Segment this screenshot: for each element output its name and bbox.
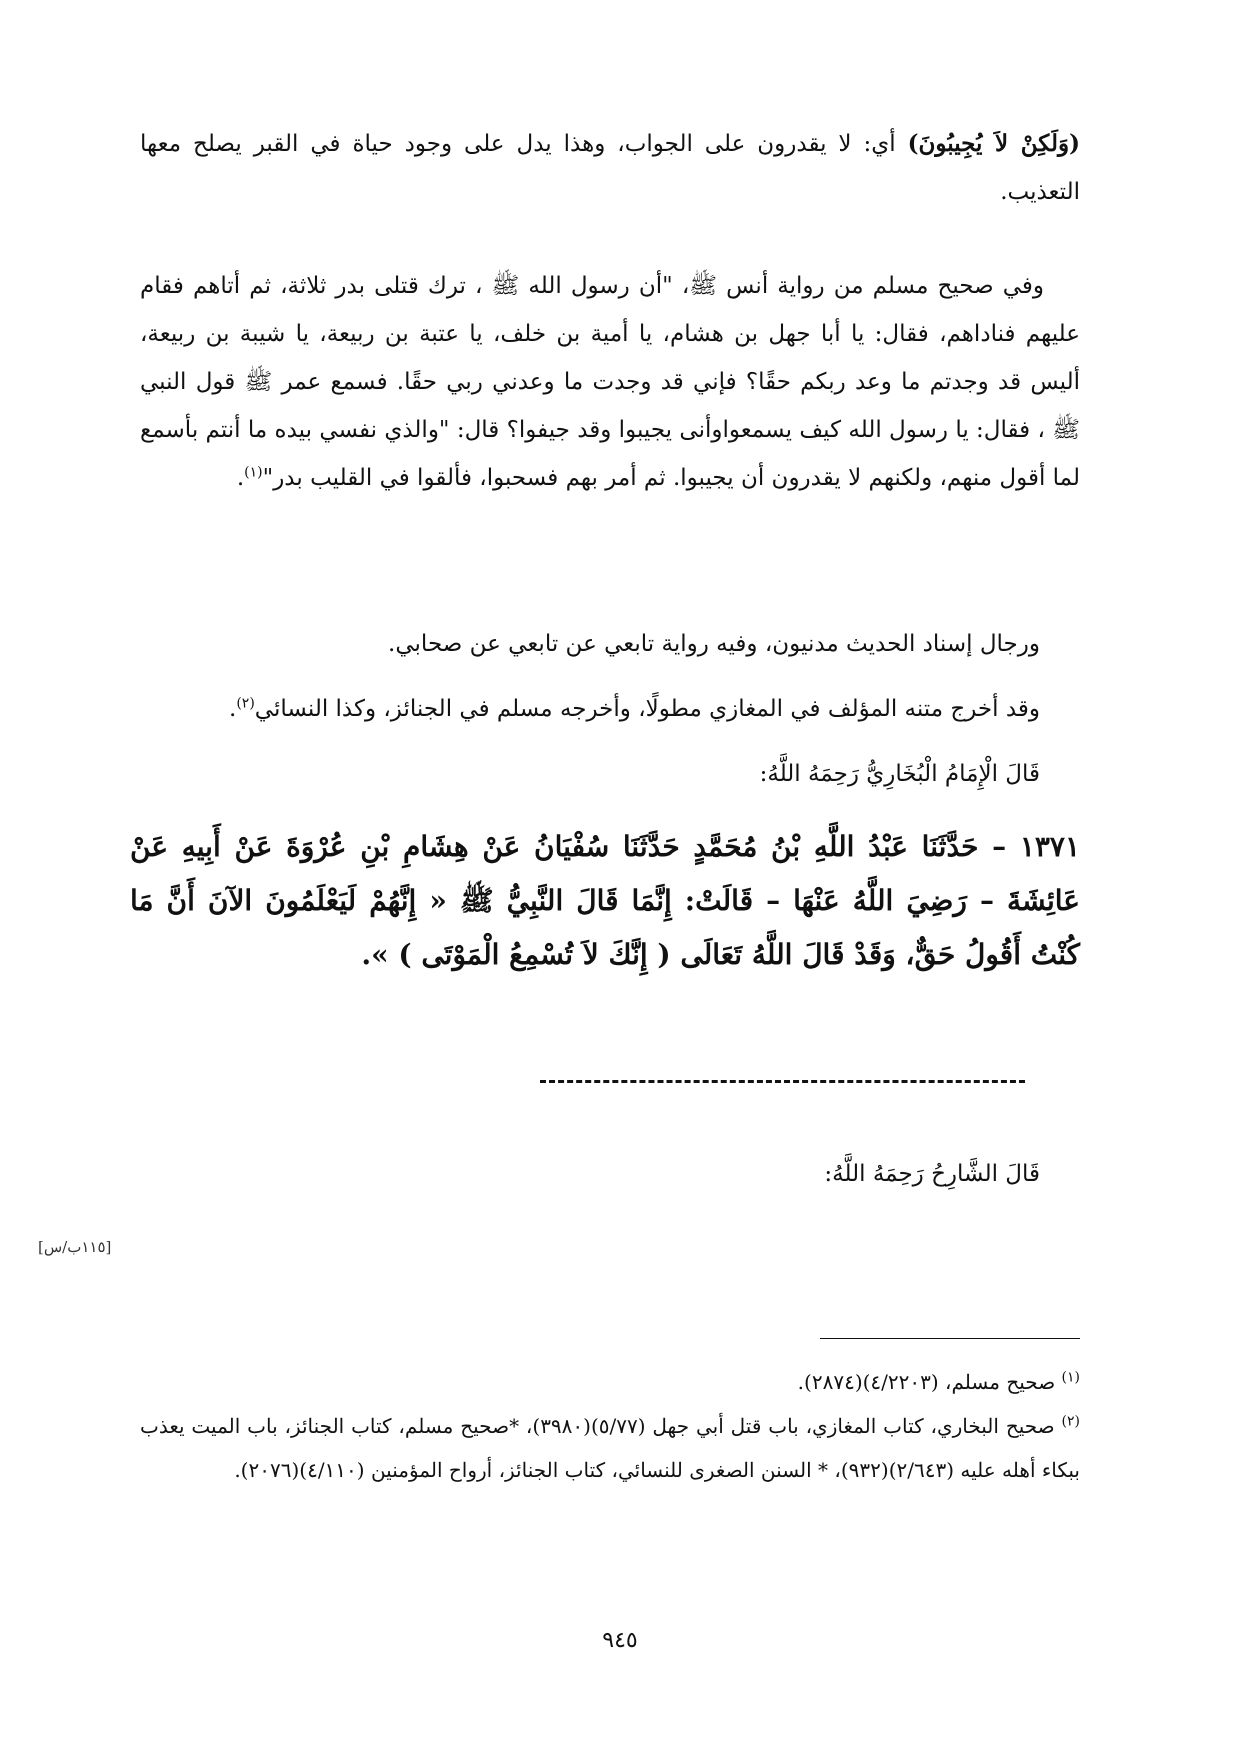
footnote-mark: (٢) (1061, 1413, 1080, 1430)
footnote-mark: (١) (1061, 1369, 1080, 1386)
dashed-separator (540, 1080, 1025, 1083)
paragraph-text: وفي صحيح مسلم من رواية أنس ﷺ، "أن رسول الله ﷺ ، ترك قتلى بدر ثلاثة، ثم أتاهم فقام عليهم فناداهم، فقال: يا أبا جهل بن هشام، يا أمية بن خلف، يا عتبة بن ربيعة، يا شيبة بن ربيعة، أليس قد وجدتم ما وعد ربكم حقًا؟ فإني قد وجدت ما وعدني ربي حقًا. فسمع عمر ﷺ قول النبي ﷺ ، فقال: يا رسول الله كيف يسمعواوأنى يجيبوا وقد جيفوا؟ قال: "والذي نفسي بيده ما أنتم بأسمع لما أقول منهم، ولكنهم لا يقدرون أن يجيبوا. ثم أمر بهم فسحبوا، فألقوا في القليب بدر" (140, 273, 1080, 491)
footnote-1 (140, 1360, 1080, 1404)
paragraph-text: أي: لا يقدرون على الجواب، وهذا يدل على وجود حياة في القبر يصلح معها التعذيب. (140, 131, 1080, 205)
heading-text: قَالَ الْإِمَامُ الْبُخَارِيُّ رَحِمَهُ اللَّهُ: (759, 761, 1040, 787)
footnote-2 (140, 1404, 1080, 1492)
heading-text: قَالَ الشَّارِحُ رَحِمَهُ اللَّهُ: (824, 1161, 1040, 1187)
commentary-paragraph-4 (140, 685, 1040, 733)
footnote-separator (820, 1338, 1080, 1339)
paragraph-text: ورجال إسناد الحديث مدنيون، وفيه رواية تابعي عن تابعي عن صحابي. (388, 631, 1040, 657)
commentary-paragraph-1 (140, 120, 1080, 216)
footnotes (140, 1360, 1080, 1492)
hadith-body: ١٣٧١ – حَدَّثَنَا عَبْدُ اللَّهِ بْنُ مُحَمَّدٍ حَدَّثَنَا سُفْيَانُ عَنْ هِشَامِ بْنِ عُرْوَةَ عَنْ أَبِيهِ عَنْ عَائِشَةَ – رَضِيَ اللَّهُ عَنْهَا – قَالَتْ: إِنَّمَا قَالَ النَّبِيُّ ﷺ « إِنَّهُمْ لَيَعْلَمُونَ الآنَ أَنَّ مَا كُنْتُ أَقُولُ حَقٌّ، وَقَدْ قَالَ اللَّهُ تَعَالَى ( إِنَّكَ لاَ تُسْمِعُ الْمَوْتَى ) ». (130, 830, 1080, 971)
section-heading-imam (140, 750, 1040, 798)
footnote-text: صحيح مسلم، (٤/٢٢٠٣)(٢٨٧٤). (797, 1370, 1056, 1394)
paragraph-text: وقد أخرج متنه المؤلف في المغازي مطولًا، وأخرجه مسلم في الجنائز، وكذا النسائي (254, 696, 1040, 722)
section-heading-sharih (140, 1150, 1040, 1198)
footnote-ref-2[interactable]: (٢) (236, 695, 255, 712)
period: . (236, 465, 245, 491)
commentary-paragraph-2 (140, 262, 1080, 502)
commentary-paragraph-3 (140, 620, 1040, 668)
quoted-phrase: (وَلَكِنْ لاَ يُجِيبُونَ) (907, 130, 1080, 157)
footnote-text: صحيح البخاري، كتاب المغازي، باب قتل أبي جهل (٥/٧٧)(٣٩٨٠)، *صحيح مسلم، كتاب الجنائز، باب الميت يعذب ببكاء أهله عليه (٢/٦٤٣)(٩٣٢)، * السنن الصغرى للنسائي، كتاب الجنائز، أرواح المؤمنين (٤/١١٠)(٢٠٧٦). (140, 1414, 1080, 1482)
page-number: ٩٤٥ (602, 1628, 638, 1653)
margin-manuscript-reference: [١١٥ب/س] (38, 1238, 112, 1256)
hadith-text (130, 820, 1080, 982)
footnote-ref-1[interactable]: (١) (244, 464, 263, 481)
period: . (229, 696, 237, 722)
